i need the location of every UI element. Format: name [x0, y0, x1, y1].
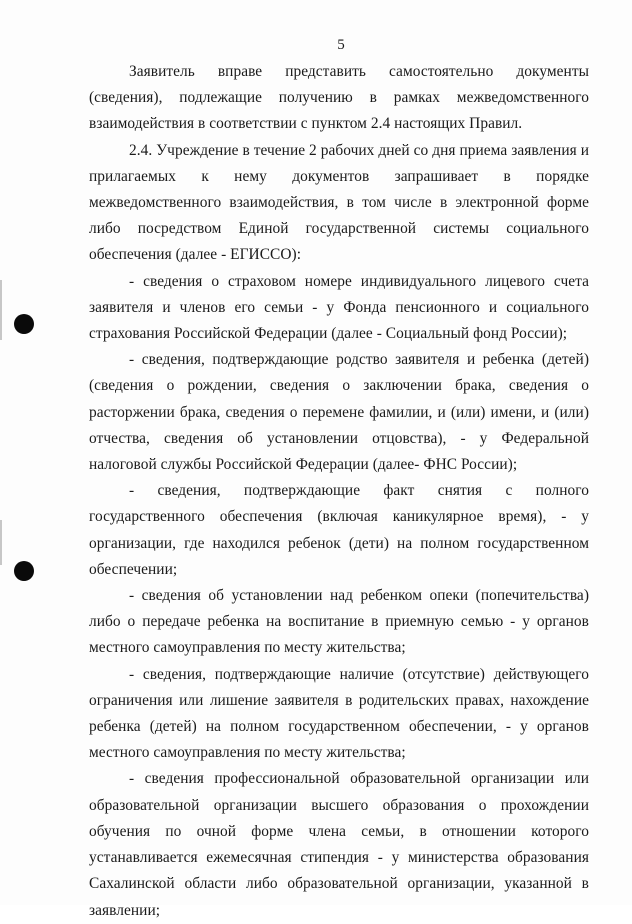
page-number: 5: [337, 37, 345, 53]
list-item-parental-rights-info: - сведения, подтверждающие наличие (отсутствие) действующего ограничения или лишение заявителя в родительских правах, нахождение ребенка (детей) на полном государственном обеспечении, - у органов местного самоуправления по месту жительства;: [89, 665, 589, 762]
paragraph-applicant-right: Заявитель вправе представить самостоятельно документы (сведения), подлежащие получению в рамках межведомственного взаимодействия в соответствии с пунктом 2.4 настоящих Правил.: [89, 63, 589, 133]
punch-hole: [14, 314, 34, 334]
punch-hole: [14, 561, 34, 581]
list-item-education-info: - сведения профессиональной образовательной организации или образовательной организации высшего образования о прохождении обучения по очной форме члена семьи, в отношении которого устанавливается ежемесячная стипендия - у министерства образования Сахалинской области либо образовательной организации, указанной в заявлении;: [89, 770, 589, 919]
list-item-state-support-removal: - сведения, подтверждающие факт снятия с полного государственного обеспечения (включая каникулярное время), - у организации, где находился ребенок (дети) на полном государственном обеспечении;: [89, 482, 589, 578]
document-body: [89, 59, 589, 924]
paragraph-2-4-request: 2.4. Учреждение в течение 2 рабочих дней со дня приема заявления и прилагаемых к нему документов запрашивает в порядке межведомственного взаимодействия, в том числе в электронной форме либо посредством Единой государственной системы социального обеспечения (далее - ЕГИССО):: [89, 141, 589, 264]
scan-edge-mark: [0, 520, 2, 565]
list-item-snils-info: - сведения о страховом номере индивидуального лицевого счета заявителя и членов его семьи - у Фонда пенсионного и социального страхования Российской Федерации (далее - Социальный фонд России);: [89, 272, 589, 343]
list-item-kinship-info: - сведения, подтверждающие родство заявителя и ребенка (детей) (сведения о рождении, сведения о заключении брака, сведения о расторжении брака, сведения о перемене фамилии, и (или) имени, и (или) отчества, сведения об установлении отцовства), - у Федеральной налоговой службы Российской Федерации (далее- ФНС России);: [89, 351, 589, 474]
scan-edge-mark: [0, 280, 2, 340]
list-item-guardianship-info: - сведения об установлении над ребенком опеки (попечительства) либо о передаче ребенка на воспитание в приемную семью - у органов местного самоуправления по месту жительства;: [89, 587, 589, 657]
